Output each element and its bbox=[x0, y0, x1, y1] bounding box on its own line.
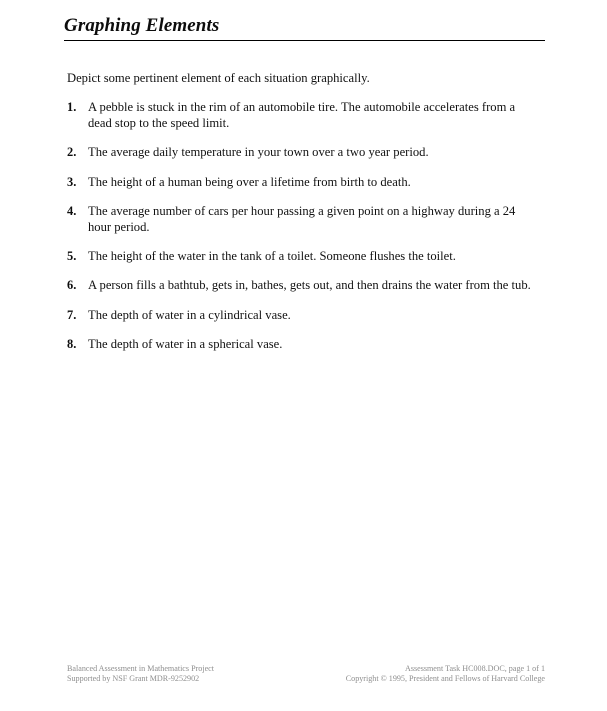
list-item-number: 4. bbox=[67, 203, 77, 218]
footer-right bbox=[346, 664, 545, 685]
list-item-number: 1. bbox=[67, 100, 77, 114]
list-item bbox=[67, 144, 541, 160]
list-item-number: 6. bbox=[67, 278, 77, 293]
list-item-text: The depth of water in a cylindrical vase. bbox=[88, 307, 291, 322]
document-body bbox=[67, 70, 541, 352]
intro-paragraph: Depict some pertinent element of each situation graphically. bbox=[67, 71, 370, 85]
list-item-text: The height of the water in the tank of a toilet. Someone flushes the toilet. bbox=[88, 249, 456, 264]
list-item-number: 8. bbox=[67, 336, 77, 351]
list-item bbox=[67, 336, 541, 352]
list-item-text: The average daily temperature in your town over a two year period. bbox=[88, 145, 429, 160]
list-item-number: 3. bbox=[67, 174, 77, 189]
list-item-text: The height of a human being over a lifetime from birth to death. bbox=[88, 174, 411, 189]
title-block bbox=[64, 14, 545, 41]
list-item-text: The depth of water in a spherical vase. bbox=[88, 336, 283, 351]
footer-project-name: Balanced Assessment in Mathematics Project bbox=[67, 664, 215, 673]
title-divider bbox=[64, 40, 545, 41]
list-item bbox=[67, 174, 541, 190]
footer-grant-info: Supported by NSF Grant MDR-9252902 bbox=[67, 674, 200, 684]
footer-left bbox=[67, 664, 214, 685]
list-item bbox=[67, 248, 541, 264]
list-item-number: 5. bbox=[67, 249, 77, 264]
footer-copyright: Copyright © 1995, President and Fellows of Harvard College bbox=[345, 674, 545, 684]
list-item bbox=[67, 307, 541, 323]
task-list bbox=[67, 99, 541, 352]
list-item-text: A pebble is stuck in the rim of an automobile tire. The automobile accelerates from a dead stop to the speed limit. bbox=[88, 100, 516, 131]
page-title: Graphing Elements bbox=[64, 15, 220, 36]
list-item bbox=[67, 277, 541, 293]
list-item-text: A person fills a bathtub, gets in, bathes, gets out, and then drains the water from the tub. bbox=[88, 278, 531, 293]
footer-task-id: Assessment Task HC008.DOC, page 1 of 1 bbox=[404, 664, 545, 673]
list-item bbox=[67, 203, 541, 235]
list-item-number: 7. bbox=[67, 307, 77, 322]
list-item bbox=[67, 99, 541, 131]
list-item-number: 2. bbox=[67, 145, 77, 160]
page-footer bbox=[67, 664, 545, 685]
list-item-text: The average number of cars per hour passing a given point on a highway during a 24 hour period. bbox=[88, 203, 516, 235]
